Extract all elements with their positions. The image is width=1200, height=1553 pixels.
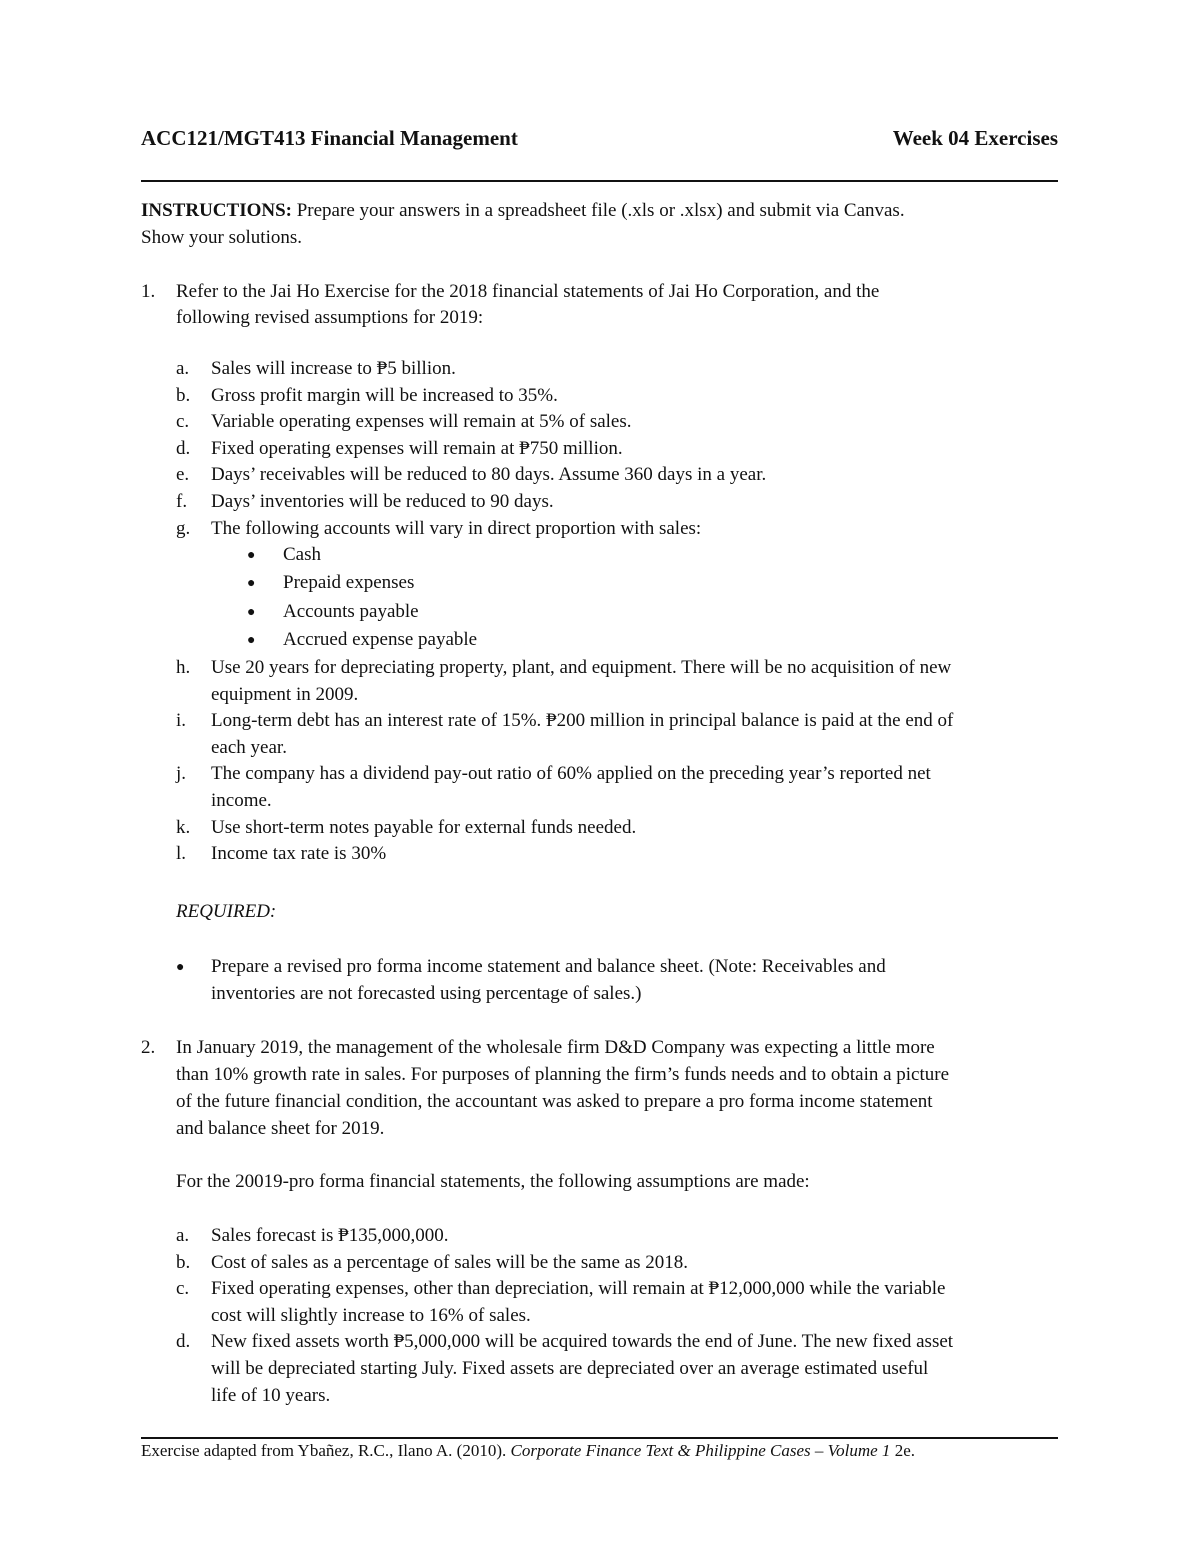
item-text: Days’ inventories will be reduced to 90 days. <box>211 491 554 512</box>
question-1-intro: Refer to the Jai Ho Exercise for the 2018 financial statements of Jai Ho Corporation, and the <box>176 281 880 302</box>
required-item: Prepare a revised pro forma income statement and balance sheet. (Note: Receivables and <box>211 956 886 977</box>
bullet-item: Accrued expense payable <box>283 628 478 650</box>
bullet-item: Accounts payable <box>283 600 419 622</box>
bullet-icon: ● <box>247 548 256 564</box>
item-text: New fixed assets worth ₱5,000,000 will be acquired towards the end of June. The new fixed asset <box>211 1331 954 1353</box>
assumptions-intro: For the 20019-pro forma financial statements, the following assumptions are made: <box>176 1171 810 1192</box>
week-title: Week 04 Exercises <box>892 126 1058 150</box>
instructions-text: Prepare your answers in a spreadsheet file (.xls or .xlsx) and submit via Canvas. <box>296 200 905 221</box>
bullet-item: Prepaid expenses <box>283 572 415 594</box>
item-letter: i. <box>176 710 187 732</box>
item-text: Use short-term notes payable for external funds needed. <box>211 816 637 838</box>
item-letter: d. <box>176 1331 191 1353</box>
item-text: Use 20 years for depreciating property, plant, and equipment. There will be no acquisition of new <box>211 657 952 678</box>
item-letter: j. <box>176 763 187 785</box>
citation-authors: Exercise adapted from Ybañez, R.C., Ilano A. (2010). <box>141 1441 511 1460</box>
question-2-paragraph: In January 2019, the management of the wholesale firm D&D Company was expecting a little more <box>176 1037 935 1058</box>
item-letter: d. <box>176 437 191 459</box>
item-text: Sales will increase to ₱5 billion. <box>211 358 456 379</box>
bullet-icon: ● <box>247 576 256 592</box>
instructions-line-2: Show your solutions. <box>141 227 302 248</box>
item-text: The company has a dividend pay-out ratio of 60% applied on the preceding year’s reported net <box>211 763 931 785</box>
item-letter: l. <box>176 843 187 865</box>
citation-title: Corporate Finance Text & Philippine Cases – Volume 1 <box>510 1441 891 1460</box>
item-text: Income tax rate is 30% <box>211 843 387 865</box>
instructions-line-1 <box>141 200 905 222</box>
item-text: The following accounts will vary in direct proportion with sales: <box>211 517 702 539</box>
page-header <box>141 126 1058 156</box>
question-2-paragraph: and balance sheet for 2019. <box>176 1118 385 1139</box>
item-letter: g. <box>176 517 191 539</box>
item-text: cost will slightly increase to 16% of sales. <box>211 1304 531 1326</box>
item-text: Days’ receivables will be reduced to 80 days. Assume 360 days in a year. <box>211 464 767 486</box>
item-text: will be depreciated starting July. Fixed assets are depreciated over an average estimated useful <box>211 1358 929 1379</box>
question-1-intro: following revised assumptions for 2019: <box>176 307 484 328</box>
item-letter: b. <box>176 384 191 406</box>
bullet-item: Cash <box>283 544 321 566</box>
item-text: Variable operating expenses will remain at 5% of sales. <box>211 411 632 433</box>
item-letter: b. <box>176 1251 191 1273</box>
instructions-label: INSTRUCTIONS: <box>141 200 292 221</box>
required-label: REQUIRED: <box>176 901 277 922</box>
question-2-paragraph: of the future financial condition, the accountant was asked to prepare a pro forma income statement <box>176 1091 933 1112</box>
footer-citation <box>141 1441 915 1461</box>
bullet-icon: ● <box>247 632 256 648</box>
item-text: life of 10 years. <box>211 1384 331 1406</box>
item-text: equipment in 2009. <box>211 683 359 705</box>
item-text: Fixed operating expenses will remain at ₱750 million. <box>211 437 623 459</box>
question-2-paragraph: than 10% growth rate in sales. For purposes of planning the firm’s funds needs and to obtain a picture <box>176 1064 950 1085</box>
item-letter: c. <box>176 411 190 433</box>
item-letter: f. <box>176 491 188 512</box>
required-item: inventories are not forecasted using percentage of sales.) <box>211 983 642 1004</box>
item-text: Cost of sales as a percentage of sales will be the same as 2018. <box>211 1251 688 1273</box>
item-text: each year. <box>211 736 287 758</box>
bullet-icon: ● <box>247 604 256 620</box>
citation-edition: 2e. <box>890 1441 915 1460</box>
item-text: Sales forecast is ₱135,000,000. <box>211 1225 449 1246</box>
course-title: ACC121/MGT413 Financial Management <box>141 126 518 150</box>
item-letter: k. <box>176 816 191 838</box>
header-divider <box>141 180 1058 182</box>
item-text: Fixed operating expenses, other than depreciation, will remain at ₱12,000,000 while the variable <box>211 1278 946 1300</box>
bullet-icon: ● <box>176 960 185 975</box>
item-text: Gross profit margin will be increased to 35%. <box>211 384 558 406</box>
question-2-number: 2. <box>141 1037 156 1058</box>
item-letter: a. <box>176 358 190 379</box>
item-text: income. <box>211 790 272 811</box>
item-letter: c. <box>176 1278 190 1300</box>
item-letter: e. <box>176 464 190 486</box>
footer-divider <box>141 1437 1058 1439</box>
item-text: Long-term debt has an interest rate of 15%. ₱200 million in principal balance is paid at the end of <box>211 710 954 732</box>
item-letter: a. <box>176 1225 190 1246</box>
question-1-number: 1. <box>141 281 156 302</box>
item-letter: h. <box>176 657 191 678</box>
